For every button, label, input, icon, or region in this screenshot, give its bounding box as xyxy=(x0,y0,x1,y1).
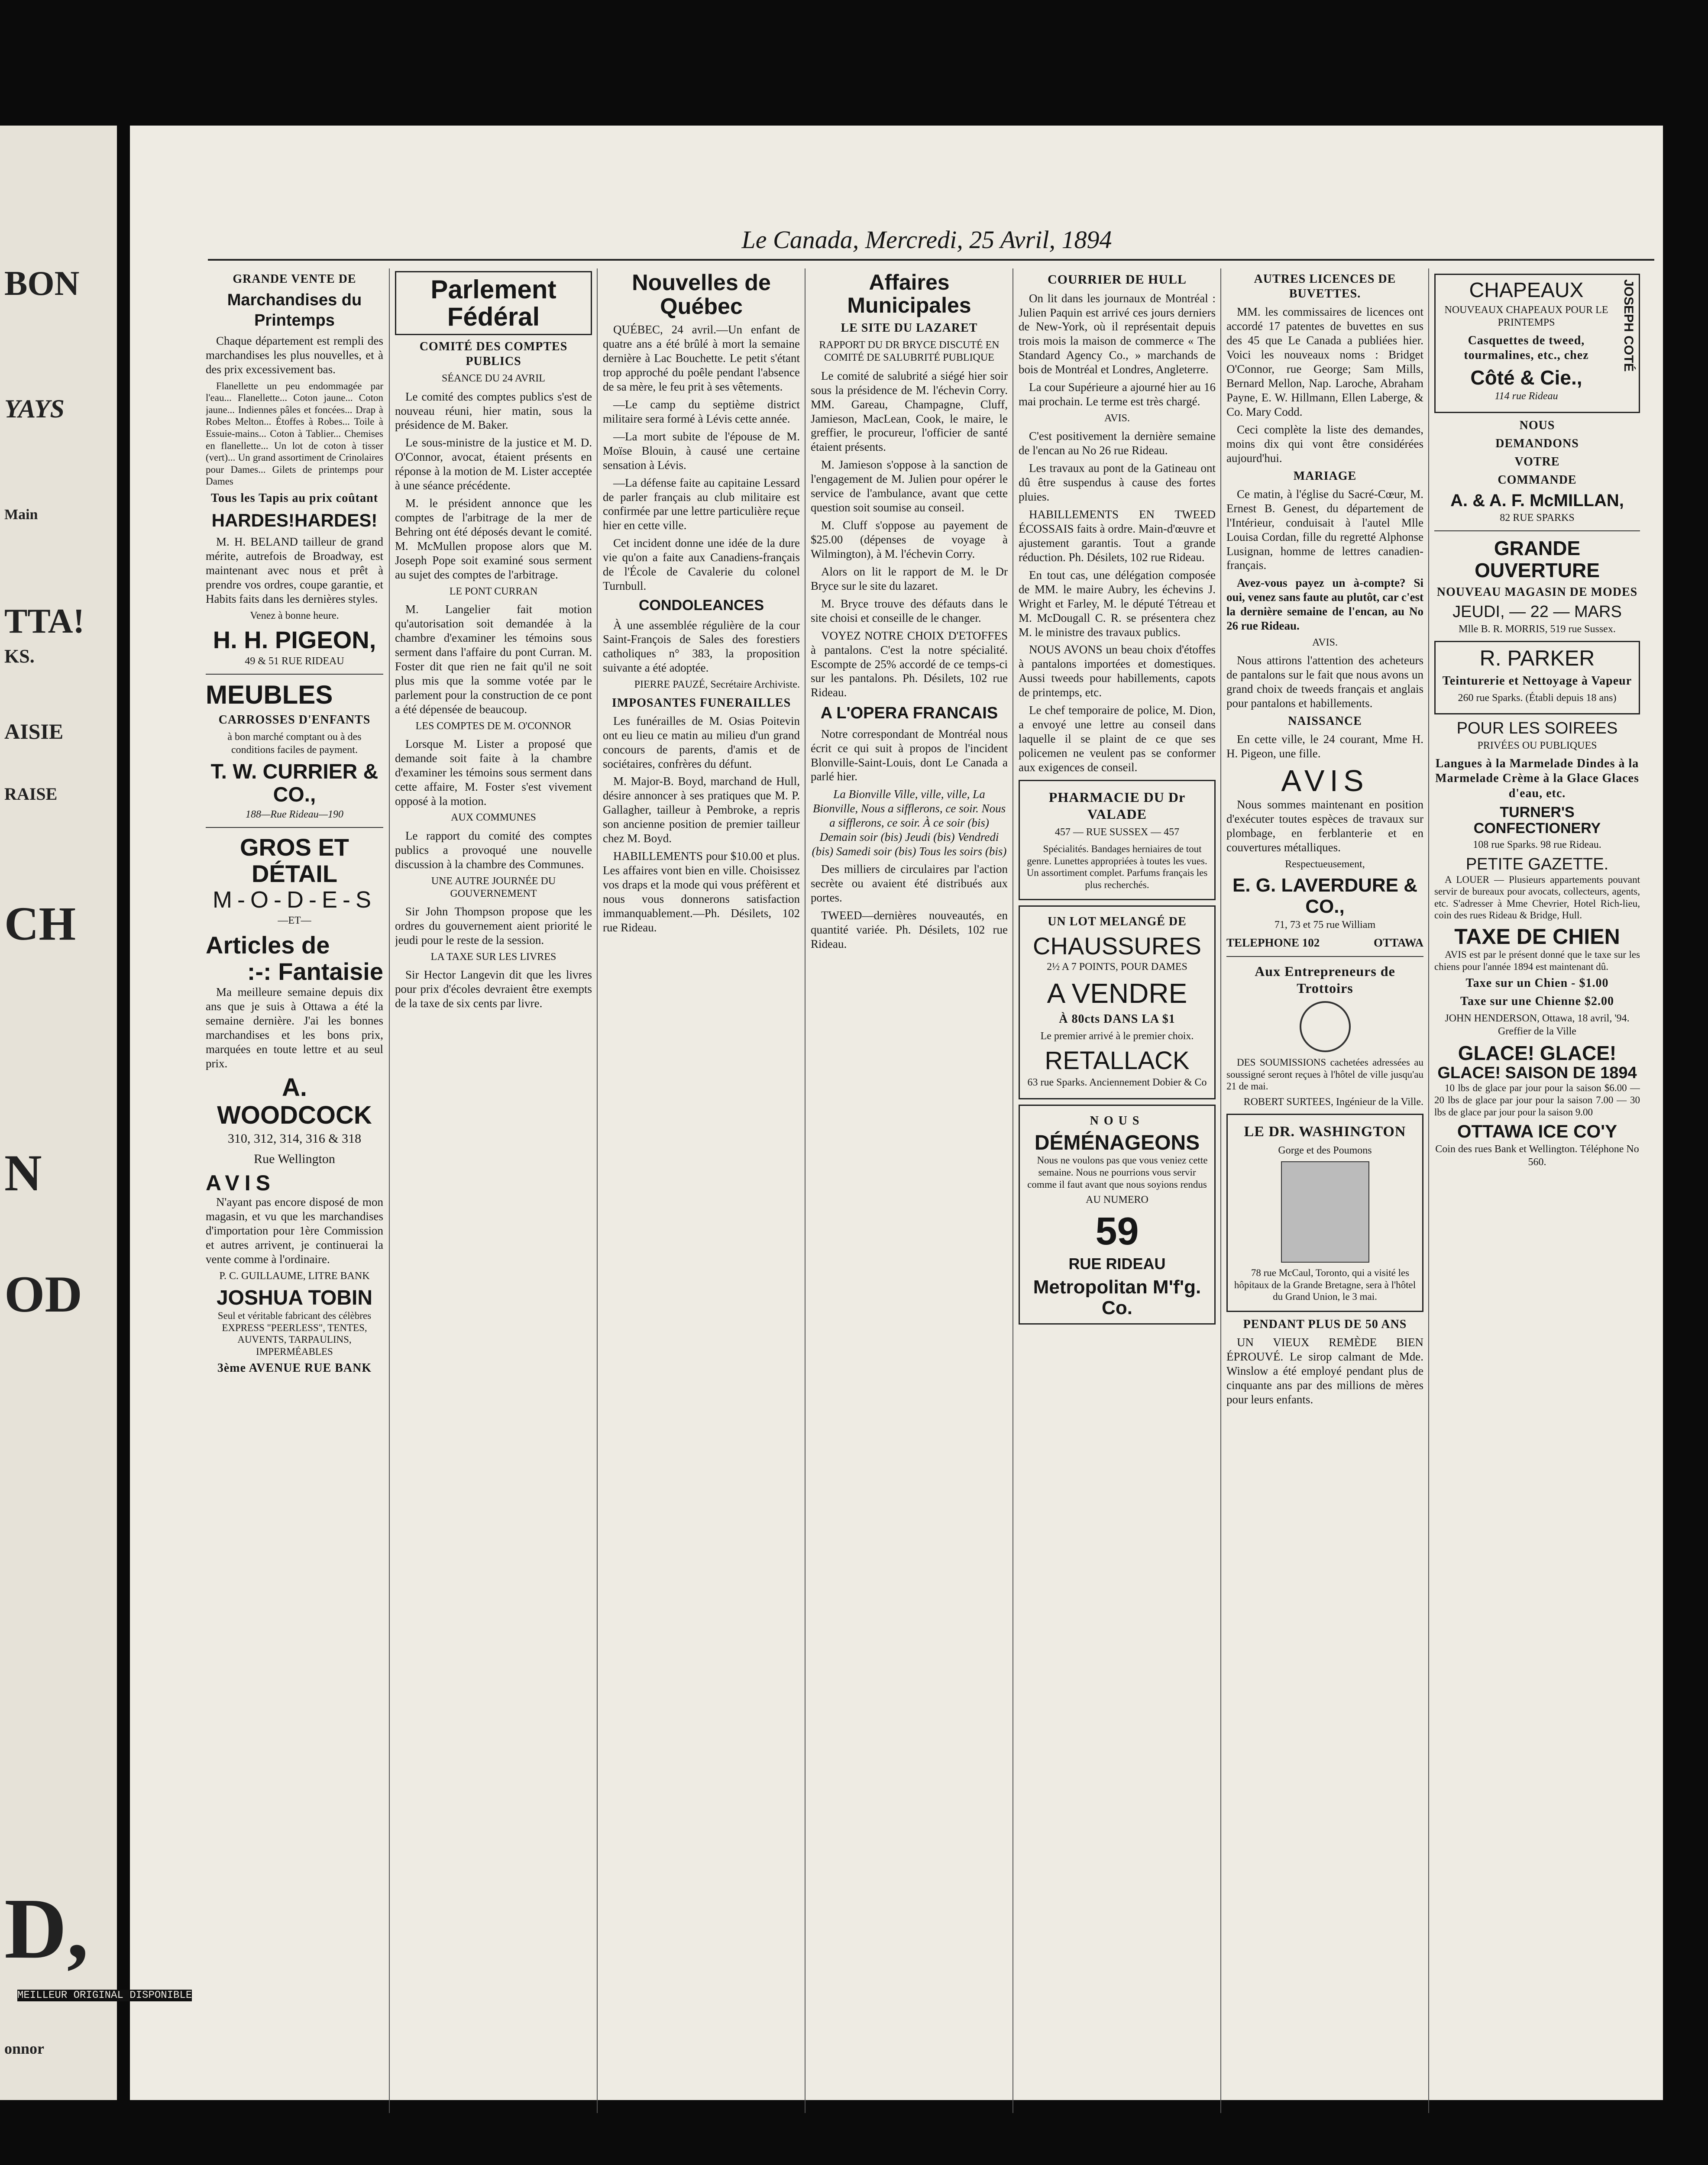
washington-name: LE DR. WASHINGTON xyxy=(1244,1124,1406,1140)
ad-text: M. H. BELAND tailleur de grand mérite, autrefois de Broadway, est maintenant avec nous et prêt à prendre vos ordres, coupe garantie, et Habits faits dans les dernières styles. xyxy=(206,535,383,606)
paragraph: HABILLEMENTS EN TWEED ÉCOSSAIS faits à ordre. Main-d'œuvre et ajustement garantis. Tout a grande réduction. Ph. Désilets, 102 rue Rideau. xyxy=(1019,508,1216,564)
song: La Bionville Ville, ville, ville, La Bionville, Nous a sifflerons, ce soir. Nous a sifflerons, ce soir. À ce soir (bis) Demain soir (bis) Jeudi (bis) Vendredi (bis) Samedi soir (bis) Tous les soirs (bis) xyxy=(812,788,1007,858)
divider xyxy=(206,827,383,828)
vertical-text: JOSEPH COTÉ xyxy=(1621,279,1636,372)
paragraph: M. Jamieson s'oppose à la sanction de l'engagement de M. Julien pour opérer le service de l'ambulance, avant que cette question soit soumise au conseil. xyxy=(811,458,1008,514)
paragraph: M. Cluff s'oppose au payement de $25.00 (dépenses de voyage à Wilmington), à M. l'échevin Corry. xyxy=(811,519,1008,560)
ad-text: Venez à bonne heure. xyxy=(250,610,339,622)
article-title: AUTRES LICENCES DE BUVETTES. xyxy=(1254,272,1396,301)
paragraph: Notre correspondant de Montréal nous écrit ce qui suit à propos de l'incident Blonville-Saint-Louis, dont Le Canada a parlé hier. xyxy=(811,727,1008,783)
fragment: YAYS xyxy=(4,394,65,423)
paragraph: M. le président annonce que les comptes de l'arbitrage de la mer de Behring ont été déposés devant le comité. M. McMullen propose alors que M. Joseph Pope soit examiné sous serment au sujet des comptes de l'arbitrage. xyxy=(395,497,592,581)
ad-heading: POUR LES SOIREES xyxy=(1456,719,1618,738)
city-seal-icon xyxy=(1300,1001,1351,1052)
paragraph: —La mort subite de l'épouse de M. Moïse Blouin, à causé une certaine sensation à Lévis. xyxy=(603,430,800,472)
paragraph: Sir John Thompson propose que les ordres du gouvernement aient priorité le jeudi pour le reste de la session. xyxy=(395,905,592,947)
paragraph: Le comité de salubrité a siégé hier soir sous la présidence de M. l'échevin Corry. MM. Gareau, Champagne, Cluff, Jamieson, MacLean, Cook, le maire, le greffier, le procureur, l'officier de santé étaient présents. xyxy=(811,369,1008,454)
ad-heading: Metropolitan M'f'g. Co. xyxy=(1033,1276,1201,1319)
woodcock-address: 310, 312, 314, 316 & 318 xyxy=(227,1131,362,1146)
ad-text: Seul et véritable fabricant des célèbres EXPRESS "PEERLESS", TENTES, AUVENTS, TARPAULINS, IMPERMÉABLES xyxy=(217,1310,372,1357)
column-rule xyxy=(597,268,598,2113)
section-heading: A L'OPERA FRANCAIS xyxy=(820,704,998,723)
parker-address: 260 rue Sparks. (Établi depuis 18 ans) xyxy=(1458,692,1617,704)
signature: PIERRE PAUZÉ, Secrétaire Archiviste. xyxy=(634,679,800,691)
pigeon-address: 49 & 51 RUE RIDEAU xyxy=(245,655,344,667)
ad-heading: AVIS xyxy=(1281,764,1369,798)
ad-heading: A VENDRE xyxy=(1047,977,1187,1009)
ad-line: AU NUMERO xyxy=(1086,1194,1148,1206)
divider xyxy=(206,674,383,675)
section-heading: MARIAGE xyxy=(1293,469,1357,483)
fragment: D, xyxy=(4,1881,89,1977)
paragraph: Nous attirons l'attention des acheteurs de pantalons sur le fait que nous avons un grand choix de tweeds français et anglais pour pantalons et habillements. xyxy=(1226,654,1423,710)
header-rule xyxy=(208,259,1654,261)
ad-line: Respectueusement, xyxy=(1285,858,1365,870)
fragment: Main xyxy=(4,507,38,523)
fragment: AISIE xyxy=(4,719,64,743)
section-heading: LE PONT CURRAN xyxy=(449,585,538,597)
washington-text: 78 rue McCaul, Toronto, qui a visité les hôpitaux de la Grande Bretagne, sera à l'hôtel du Grand Union, le 3 mai. xyxy=(1234,1267,1416,1302)
paragraph: En cette ville, le 24 courant, Mme H. H. Pigeon, une fille. xyxy=(1226,733,1423,760)
paragraph: Nous sommes maintenant en position d'exécuter toutes espèces de travaux sur plombage, en ferblanterie et en couvertures métalliques. xyxy=(1226,798,1423,854)
ad-heading: :-: Fantaisie xyxy=(247,958,383,986)
paragraph: Cet incident donne une idée de la dure vie qu'on a faite aux Canadiens-français de l'École de Cavalerie du colonel Turnbull. xyxy=(603,536,800,593)
paragraph: Le comité des comptes publics s'est de nouveau réuni, hier matin, sous la présidence de M. Baker. xyxy=(395,390,592,432)
masthead: Le Canada, Mercredi, 25 Avril, 1894 xyxy=(741,226,1112,254)
valade-text: Spécialités. Bandages herniaires de tout genre. Lunettes appropriées à toutes les vues. Un assortiment complet. Parfums français les plus recherchés. xyxy=(1026,843,1208,891)
washington-sub: Gorge et des Poumons xyxy=(1278,1144,1372,1156)
fragment: RAISE xyxy=(4,784,58,804)
section-heading: PENDANT PLUS DE 50 ANS xyxy=(1243,1317,1407,1331)
ad-line: À 80cts DANS LA $1 xyxy=(1059,1012,1175,1026)
fragment: TTA! xyxy=(4,602,85,640)
woodcock-name: A. WOODCOCK xyxy=(217,1073,372,1130)
tobin-name: JOSHUA TOBIN xyxy=(216,1286,373,1310)
valade-ad xyxy=(1019,780,1216,900)
ad-text: à bon marché comptant ou à des conditions faciles de payment. xyxy=(227,731,362,756)
article-subtitle: RAPPORT DU DR BRYCE DISCUTÉ EN COMITÉ DE SALUBRITÉ PUBLIQUE xyxy=(819,339,1000,364)
signature: ROBERT SURTEES, Ingénieur de la Ville. xyxy=(1243,1096,1423,1108)
cote-address: 114 rue Rideau xyxy=(1494,391,1558,402)
newspaper-page xyxy=(130,126,1663,2100)
paragraph: VOYEZ NOTRE CHOIX D'ETOFFES à pantalons. C'est la notre spécialité. Escompte de 25% accordé de ce temps-ci sur les pantalons. Ph. Désilets, 102 rue Rideau. xyxy=(811,629,1008,699)
column-6 xyxy=(1226,268,1423,2109)
paragraph: On lit dans les journaux de Montréal : Julien Paquin est arrivé ces jours derniers de New-York, où il représentait depuis trois mois la maison de commerce « The Standard Agency Co., » marchands de bois de Montréal et Londres, Angleterre. xyxy=(1019,291,1216,376)
column-3 xyxy=(603,268,800,2109)
retallack-ad xyxy=(1019,905,1216,1099)
paragraph: Ceci complète la liste des demandes, moins dix qui vont être considérées aujourd'hui. xyxy=(1226,423,1423,465)
paragraph: NOUS AVONS un beau choix d'étoffes à pantalons importées et domestiques. Aussi tweeds pour habillements, capots de printemps, etc. xyxy=(1019,643,1216,699)
divider xyxy=(1434,530,1640,531)
ad-line: UN LOT MELANGÉ DE xyxy=(1048,914,1187,928)
paragraph: A LOUER — Plusieurs appartements pouvant servir de bureaux pour avocats, collecteurs, agents, etc. S'adresser à Mme Chevrier, Hotel Rich-lieu, coin des rues Rideau & Bridge, Hull. xyxy=(1434,874,1640,921)
ad-heading: HARDES!HARDES! xyxy=(211,510,378,531)
paragraph: M. Bryce trouve des défauts dans le site choisi et conseille de le changer. xyxy=(811,597,1008,624)
ad-line: 2½ A 7 POINTS, POUR DAMES xyxy=(1047,961,1187,973)
paragraph: TWEED—dernières nouveautés, en quantité variée. Ph. Désilets, 102 rue Rideau. xyxy=(811,908,1008,950)
woodcock-street: Rue Wellington xyxy=(254,1151,335,1166)
ad-heading: M-O-D-E-S xyxy=(213,886,376,913)
section-heading: LES COMPTES DE M. O'CONNOR xyxy=(415,720,572,732)
column-1 xyxy=(206,268,383,2109)
ad-title: GRANDE VENTE DE xyxy=(233,272,356,286)
tobin-address: 3ème AVENUE RUE BANK xyxy=(217,1361,372,1375)
ad-line: NOUVEAUX CHAPEAUX POUR LE PRINTEMPS xyxy=(1444,304,1608,329)
paragraph: DES SOUMISSIONS cachetées adressées au soussigné seront reçues à l'hôtel de ville jusqu'au 21 de mai. xyxy=(1226,1057,1423,1092)
paragraph: AVIS est par le présent donné que le taxe sur les chiens pour l'année 1894 est maintenant dû. xyxy=(1434,949,1640,972)
paragraph: Lorsque M. Lister a proposé que demande soit faite à la chambre d'examiner les témoins sous serment dans cette affaire, M. Foster s'est vivement opposé à la motion. xyxy=(395,737,592,808)
paragraph: Le rapport du comité des comptes publics a provoqué une nouvelle discussion à la chambre des Communes. xyxy=(395,829,592,871)
section-heading: IMPOSANTES FUNERAILLES xyxy=(611,696,791,710)
paragraph: QUÉBEC, 24 avril.—Un enfant de quatre ans a été brûlé à mort la semaine dernière à Lac Bouchette. Le petit s'étant trop approché du poêle pendant l'absence de sa mère, le feu prit à ses vêtements. xyxy=(603,323,800,393)
ice-name: OTTAWA ICE CO'Y xyxy=(1457,1121,1617,1142)
ad-heading: Marchandises du Printemps xyxy=(227,291,362,330)
article-title: Nouvelles de Québec xyxy=(632,270,771,319)
article-title: COURRIER DE HULL xyxy=(1047,272,1187,287)
paragraph: Les travaux au pont de la Gatineau ont dû être suspendus à cause des fortes pluies. xyxy=(1019,462,1216,504)
ad-line: VOTRE xyxy=(1514,455,1560,469)
paragraph: Des milliers de circulaires par l'action secrète ou avaient été distribués aux portes. xyxy=(811,863,1008,904)
ad-text: P. C. GUILLAUME, LITRE BANK xyxy=(219,1270,370,1282)
ad-line: Casquettes de tweed, tourmalines, etc., chez xyxy=(1464,334,1589,362)
paragraph: UN VIEUX REMÈDE BIEN ÉPROUVÉ. Le sirop calmant de Mde. Winslow a été employé pendant plus de cinquante ans par des millions de mères pour leurs enfants. xyxy=(1226,1335,1423,1406)
paragraph: Le sous-ministre de la justice et M. D. O'Connor, avocat, étaient présents en réponse à la motion de M. Lister acceptée à une séance précédente. xyxy=(395,436,592,492)
section-heading: UNE AUTRE JOURNÉE DU GOUVERNEMENT xyxy=(431,875,556,899)
fragment: OD xyxy=(4,1265,82,1323)
paragraph: Ce matin, à l'église du Sacré-Cœur, M. Ernest B. Genest, du département de l'Intérieur, conduisait à l'autel Mlle Louisa Cordan, fille du regretté Alphonse Lusignan, homme de lettres canadien-français. xyxy=(1226,487,1423,572)
article-subtitle: LE SITE DU LAZARET xyxy=(841,321,978,335)
column-rule xyxy=(1428,268,1429,2113)
paragraph: 10 lbs de glace par jour pour la saison $6.00 — 20 lbs de glace par jour pour la saison 7.00 — 30 lbs de glace par jour pour la saison 9.00 xyxy=(1434,1082,1640,1118)
adjacent-page-strip xyxy=(0,126,117,2100)
column-7 xyxy=(1434,268,1640,2109)
paragraph: Alors on lit le rapport de M. le Dr Bryce sur le site du lazaret. xyxy=(811,565,1008,592)
pigeon-name: H. H. PIGEON, xyxy=(213,626,376,654)
section-heading: AVIS. xyxy=(1104,413,1130,424)
ad-line: Taxe sur un Chien - $1.00 xyxy=(1465,976,1609,990)
ad-heading: DÉMÉNAGEONS xyxy=(1034,1131,1200,1154)
city: OTTAWA xyxy=(1373,936,1423,950)
article-date: SÉANCE DU 24 AVRIL xyxy=(442,373,545,385)
ad-line: Taxe sur une Chienne $2.00 xyxy=(1460,995,1614,1008)
paragraph: —Le camp du septième district militaire sera formé à Lévis cette année. xyxy=(603,397,800,425)
respirator-portrait-icon xyxy=(1281,1161,1369,1263)
fragment: CH xyxy=(4,897,76,950)
paragraph: En tout cas, une délégation composée de MM. le maire Aubry, les échevins J. Wright et Farley, M. le député Tétreau et M. McDougall C. R. se présentera chez M. le ministre des travaux publics. xyxy=(1019,568,1216,639)
ad-text: —ET— xyxy=(278,915,311,927)
ad-text: N'ayant pas encore disposé de mon magasin, et vu que les marchandises d'importation pour 1ère Commission et autres arrivent, je continuerai la vente comme à l'ordinaire. xyxy=(206,1196,383,1266)
ad-line: DEMANDONS xyxy=(1495,436,1579,450)
ad-line: JEUDI, — 22 — MARS xyxy=(1452,602,1622,621)
turner-name: TURNER'S CONFECTIONERY xyxy=(1473,804,1601,837)
ad-line: NOUVEAU MAGASIN DE MODES xyxy=(1436,585,1638,599)
currier-name: T. W. CURRIER & CO., xyxy=(210,760,378,806)
archive-tag: MEILLEUR ORIGINAL DISPONIBLE xyxy=(17,1990,192,2001)
paragraph: —La défense faite au capitaine Lessard de parler français au club militaire est confirmée par une lettre particulière reçue hier en cette ville. xyxy=(603,476,800,532)
metropolitan-ad xyxy=(1019,1105,1216,1325)
fragment: BON xyxy=(4,265,80,303)
paragraph: HABILLEMENTS pour $10.00 et plus. Les affaires vont bien en ville. Choisissez vos draps et la mode qui vous préfèrent et nous vous donnerons satisfaction immanquablement.—Ph. Désilets, 102 rue Rideau. xyxy=(603,850,800,934)
valade-address: 457 — RUE SUSSEX — 457 xyxy=(1055,826,1180,838)
parker-ad xyxy=(1434,641,1640,714)
mcmillan-name: A. & A. F. McMILLAN, xyxy=(1450,491,1624,511)
column-rule xyxy=(1220,268,1221,2113)
paragraph: Avez-vous payez un à-compte? Si oui, venez sans faute au plutôt, car c'est la dernière semaine de l'encan, au No 26 rue Rideau. xyxy=(1226,576,1423,633)
ad-line: RUE RIDEAU xyxy=(1068,1255,1166,1273)
ad-line: NOUS xyxy=(1519,418,1555,432)
ad-heading: GLACE! SAISON DE 1894 xyxy=(1437,1063,1637,1082)
paragraph: MM. les commissaires de licences ont accordé 17 patentes de buvettes en sus des 45 que Le Canada a publiées hier. Voici les nouveaux noms : Bridget O'Connor, rue George; Sam Mills, Bernard Mellon, Nap. Laroche, Abraham Payne, E. W. Hillmann, Ellen Laberge, & Co. Mary Codd. xyxy=(1226,305,1423,418)
ad-heading: Tous les Tapis au prix coûtant xyxy=(210,491,378,505)
section-heading: Aux Entrepreneurs de Trottoirs xyxy=(1255,963,1395,996)
ad-heading: TAXE DE CHIEN xyxy=(1454,924,1620,949)
parker-name: R. PARKER xyxy=(1479,646,1595,670)
article-title: Affaires Municipales xyxy=(847,270,971,317)
ad-line: Mlle B. R. MORRIS, 519 rue Sussex. xyxy=(1459,623,1616,635)
ad-text: Ma meilleure semaine depuis dix ans que je suis à Ottawa a été la semaine dernière. J'ai les bonnes marchandises et les bons prix, marquées en toute lettre et au seul prix. xyxy=(206,985,383,1070)
divider xyxy=(1226,956,1423,957)
fragment: KS. xyxy=(4,646,35,667)
ad-heading: Articles de xyxy=(206,931,330,959)
article-subtitle: COMITÉ DES COMPTES PUBLICS xyxy=(419,340,568,368)
ad-line: PRIVÉES OU PUBLIQUES xyxy=(1477,740,1597,752)
paragraph: M. Langelier fait motion qu'autorisation soit demandée à la chambre d'examiner les témoins sous serment dans l'affaire du pont Curran. M. Foster dit que rien ne fait qu'il ne soit plus mis que la somme votée par le parlement pour la construction de ce pont a été dépensée de beaucoup. xyxy=(395,603,592,716)
ad-number: 59 xyxy=(1095,1209,1139,1253)
retallack-name: RETALLACK xyxy=(1045,1047,1190,1075)
paragraph: C'est positivement la dernière semaine de l'encan au No 26 rue Rideau. xyxy=(1019,430,1216,457)
ad-text: Chaque département est rempli des marchandises les plus nouvelles, et à des prix excessivement bas. xyxy=(206,334,383,376)
fragment: onnor xyxy=(4,2040,45,2057)
ice-address: Coin des rues Bank et Wellington. Téléphone No 560. xyxy=(1435,1144,1639,1168)
mcmillan-address: 82 RUE SPARKS xyxy=(1500,512,1575,524)
paragraph: À une assemblée régulière de la cour Saint-François de Sales des forestiers catholiques n° 383, la proposition suivante a été adoptée. xyxy=(603,618,800,675)
paragraph: Sir Hector Langevin dit que les livres pour prix d'écoles devraient être exempts de la taxe de six cents par livre. xyxy=(395,968,592,1010)
column-4 xyxy=(811,268,1008,2109)
cote-ad xyxy=(1434,274,1640,413)
laverdure-contact xyxy=(1226,936,1423,950)
valade-name: PHARMACIE DU Dr VALADE xyxy=(1048,789,1186,822)
ad-heading: AVIS xyxy=(206,1171,275,1196)
column-rule xyxy=(389,268,390,2113)
parker-sub: Teinturerie et Nettoyage à Vapeur xyxy=(1442,674,1632,688)
ad-heading: GRANDE OUVERTURE xyxy=(1475,537,1600,582)
turner-address: 108 rue Sparks. 98 rue Rideau. xyxy=(1473,839,1601,850)
currier-address: 188—Rue Rideau—190 xyxy=(246,808,343,820)
ad-line: NOUS xyxy=(1090,1114,1145,1128)
ad-heading: CHAUSSURES xyxy=(1033,932,1201,960)
ad-text: Nous ne voulons pas que vous veniez cette semaine. Nous ne pourrions vous servir comme il faut avant que nous soyions rendus xyxy=(1027,1155,1208,1190)
telephone: TELEPHONE 102 xyxy=(1226,936,1320,950)
section-heading: AVIS. xyxy=(1312,637,1338,649)
fragment: N xyxy=(4,1144,42,1202)
paragraph: Les funérailles de M. Osias Poitevin ont eu lieu ce matin au milieu d'un grand concours de parents, d'amis et de sociétaires, confrères du défunt. xyxy=(603,714,800,770)
section-heading: LA TAXE SUR LES LIVRES xyxy=(430,951,556,963)
cote-name: Côté & Cie., xyxy=(1470,366,1582,389)
paragraph: La cour Supérieure a ajourné hier au 16 mai prochain. Le terme est très chargé. xyxy=(1019,381,1216,408)
article-title: Parlement Fédéral xyxy=(395,271,592,335)
section-heading: AUX COMMUNES xyxy=(451,812,536,824)
ad-line: Langues à la Marmelade Dindes à la Marmelade Crème à la Glace Glaces d'eau, etc. xyxy=(1435,757,1639,800)
laverdure-address: 71, 73 et 75 rue William xyxy=(1274,919,1376,931)
section-heading: NAISSANCE xyxy=(1288,714,1362,728)
washington-ad xyxy=(1226,1114,1423,1312)
column-5 xyxy=(1019,268,1216,2109)
ad-heading: CHAPEAUX xyxy=(1469,279,1584,302)
section-heading: PETITE GAZETTE. xyxy=(1465,855,1609,873)
ad-line: Le premier arrivé à le premier choix. xyxy=(1040,1031,1194,1042)
paragraph: Le chef temporaire de police, M. Dion, a envoyé une lettre au conseil dans laquelle il se plaint de ce que ses policemen ne veulent pas se conformer aux exigences de conseil. xyxy=(1019,704,1216,774)
laverdure-name: E. G. LAVERDURE & CO., xyxy=(1232,875,1417,917)
signature: JOHN HENDERSON, Ottawa, 18 avril, '94. Greffier de la Ville xyxy=(1445,1013,1630,1037)
ad-heading: CARROSSES D'ENFANTS xyxy=(218,713,371,727)
column-2 xyxy=(395,268,592,2109)
ad-heading: GROS ET DÉTAIL xyxy=(239,833,349,888)
ad-heading: MEUBLES xyxy=(206,680,333,710)
section-heading: CONDOLEANCES xyxy=(638,597,764,614)
retallack-address: 63 rue Sparks. Anciennement Dobier & Co xyxy=(1027,1077,1207,1089)
price-list: Flanellette un peu endommagée par l'eau... Flanellette... Coton jaune... Coton jaune... Indiennes pâles et foncées... Drap à Robes Melton... Étoffes à Robes... Toile à Essuie-mains... Coton à Tablier... Chemises en flanellette... Un lot de coton à tisser (vert)... Un grand assortiment de Crinolaires pour Dames... Gilets de printemps pour Dames xyxy=(206,380,383,487)
ad-line: COMMANDE xyxy=(1498,473,1577,487)
ad-heading: GLACE! GLACE! xyxy=(1458,1042,1617,1064)
paragraph: M. Major-B. Boyd, marchand de Hull, désire annoncer à ses pratiques que M. P. Gallagher, tailleur à Pembroke, a repris son ancienne position de premier tailleur chez M. Boyd. xyxy=(603,775,800,845)
